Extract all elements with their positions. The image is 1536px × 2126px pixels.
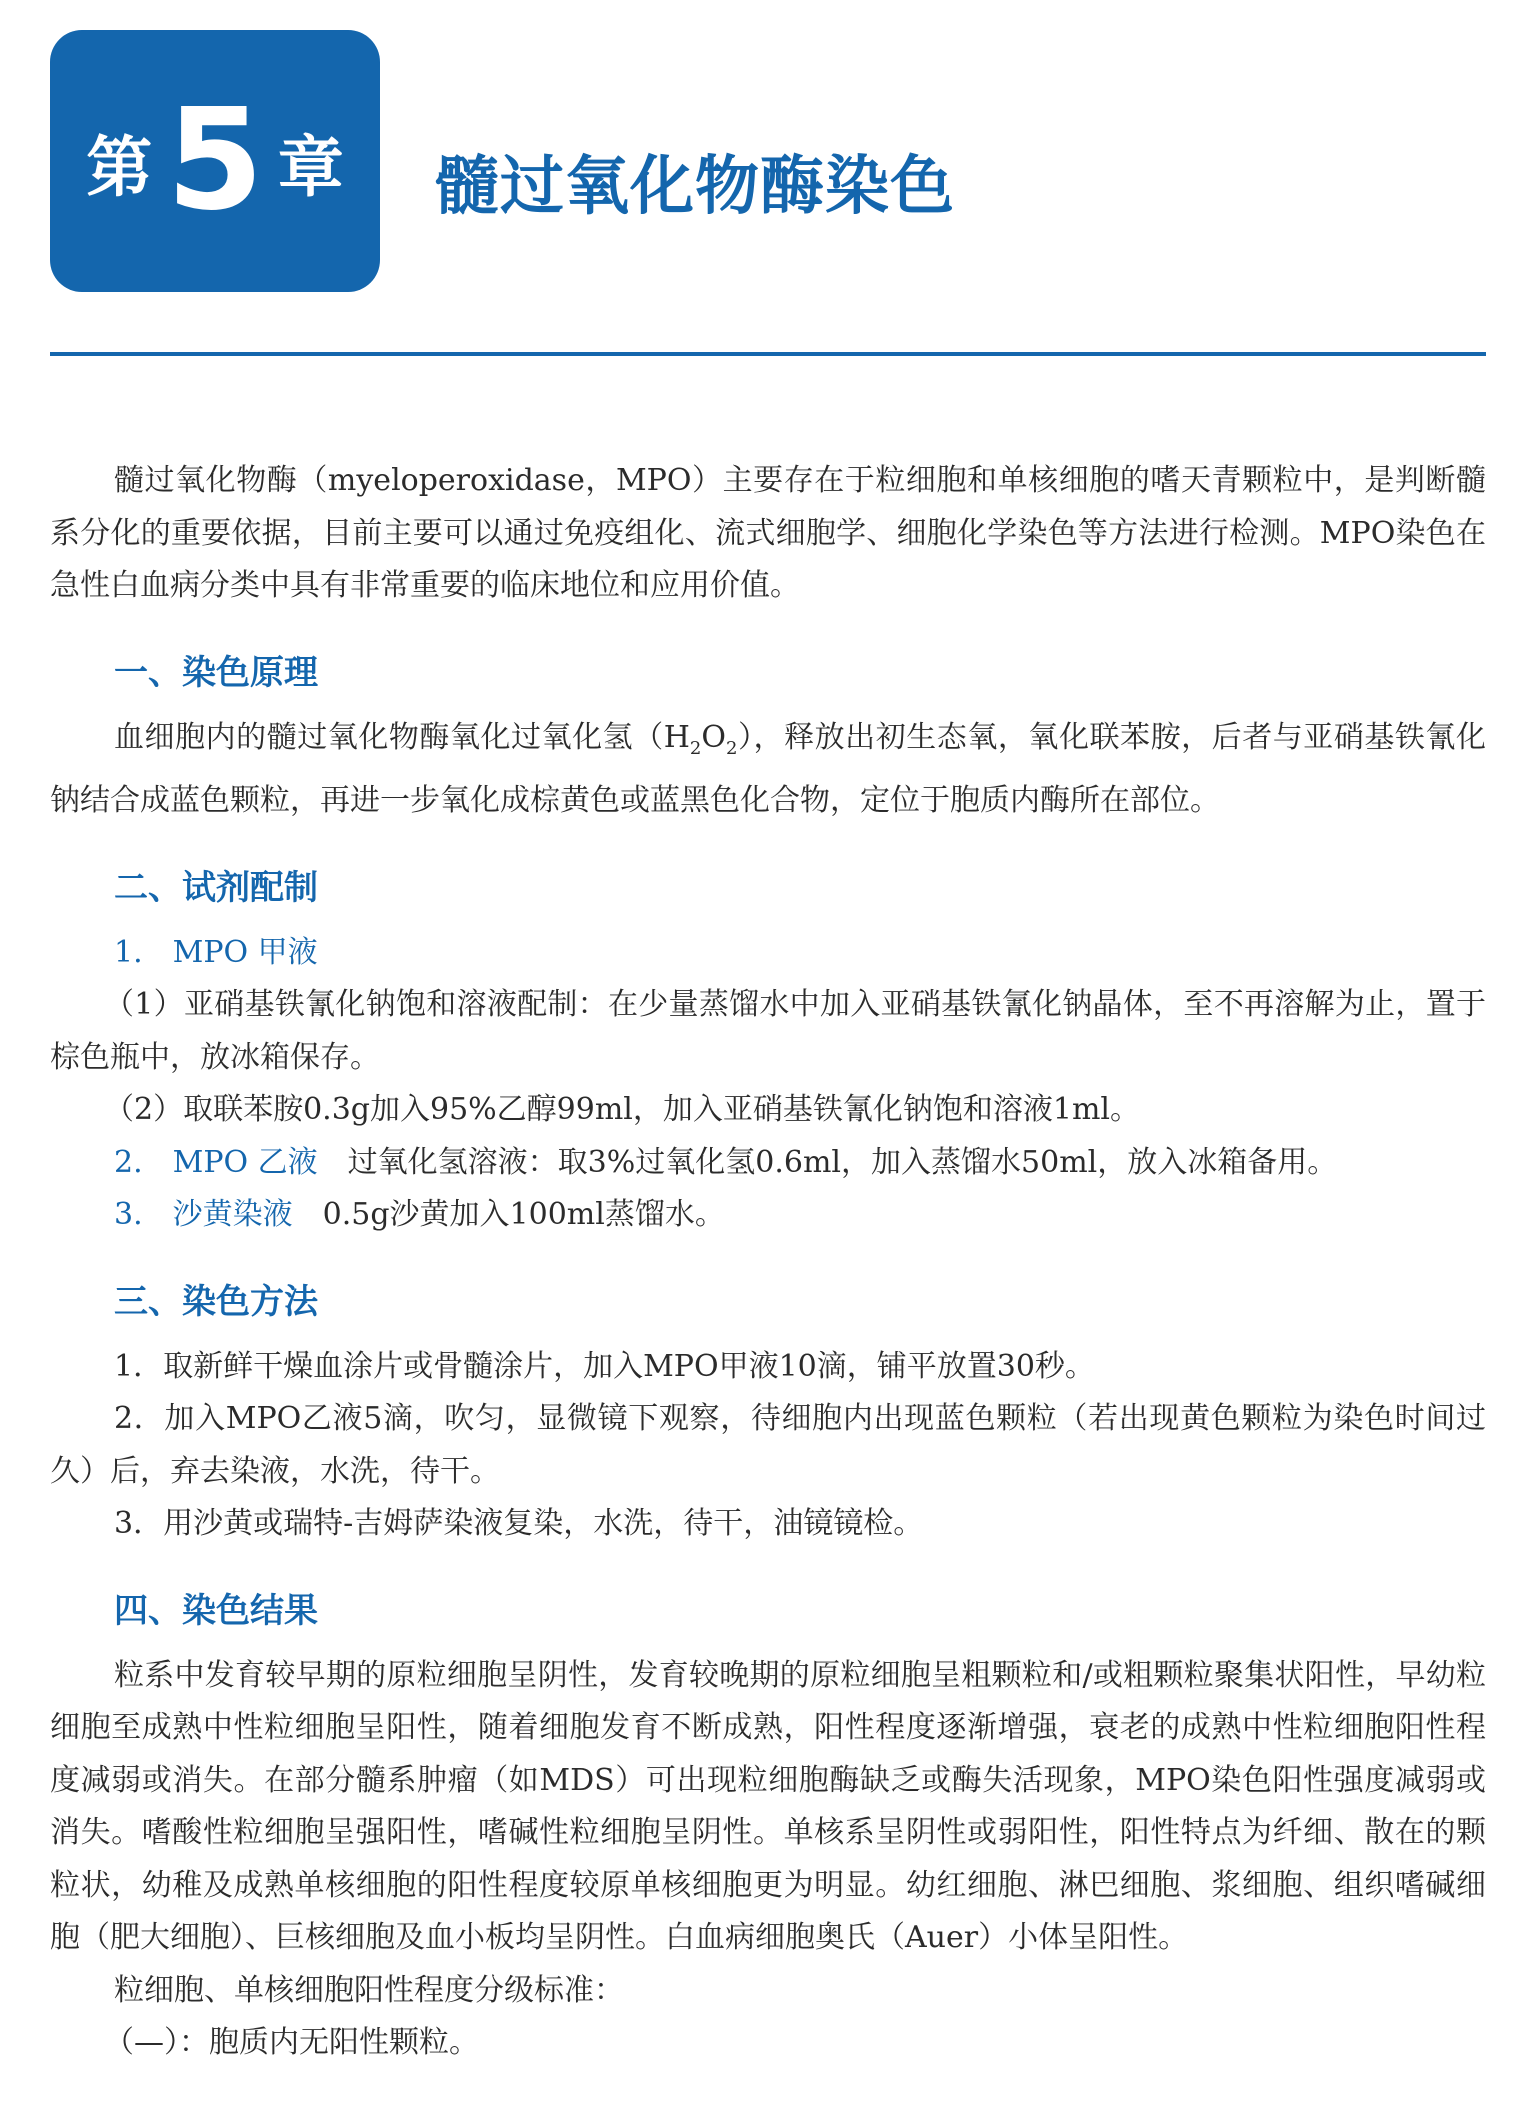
reagent-c-line [114, 1189, 1486, 1242]
intro-paragraph: 髓过氧化物酶（myeloperoxidase，MPO）主要存在于粒细胞和单核细胞的嗜天青颗粒中，是判断髓系分化的重要依据，目前主要可以通过免疫组化、流式细胞学、细胞化学染色等方法进行检测。MPO染色在急性白血病分类中具有非常重要的临床地位和应用价值。 [50, 463, 1486, 603]
grading-negative: （—）：胞质内无阳性颗粒。 [104, 2025, 479, 2060]
reagent-b-heading: 2. MPO 乙液 [114, 1144, 318, 1180]
reagent-a-step2: （2）取联苯胺0.3g加入95%乙醇99ml，加入亚硝基铁氰化钠饱和溶液1ml。 [104, 1092, 1141, 1127]
method-step2: 2．加入MPO乙液5滴，吹匀，显微镜下观察，待细胞内出现蓝色颗粒（若出现黄色颗粒为染色时间过久）后，弃去染液，水洗，待干。 [50, 1401, 1486, 1489]
subscript-2b: 2 [725, 737, 738, 759]
reagent-a-heading: 1. MPO 甲液 [114, 934, 318, 970]
method-step3: 3．用沙黄或瑞特-吉姆萨染液复染，水洗，待干，油镜镜检。 [114, 1506, 924, 1541]
section-heading-method: 三、染色方法 [114, 1281, 318, 1322]
results-paragraph: 粒系中发育较早期的原粒细胞呈阴性，发育较晚期的原粒细胞呈粗颗粒和/或粗颗粒聚集状阳性，早幼粒细胞至成熟中性粒细胞呈阳性，随着细胞发育不断成熟，阳性程度逐渐增强，衰老的成熟中性粒细胞阳性程度减弱或消失。在部分髓系肿瘤（如MDS）可出现粒细胞酶缺乏或酶失活现象，MPO染色阳性强度减弱或消失。嗜酸性粒细胞呈强阳性，嗜碱性粒细胞呈阴性。单核系呈阴性或弱阳性，阳性特点为纤细、散在的颗粒状，幼稚及成熟单核细胞的阳性程度较原单核细胞更为明显。幼红细胞、淋巴细胞、浆细胞、组织嗜碱细胞（肥大细胞）、巨核细胞及血小板均呈阴性。白血病细胞奥氏（Auer）小体呈阳性。 [50, 1657, 1486, 1955]
reagent-b-line [114, 1137, 1486, 1190]
reagent-c-text: 0.5g沙黄加入100ml蒸馏水。 [292, 1197, 725, 1232]
chapter-badge [50, 30, 380, 292]
principle-paragraph [50, 712, 1486, 828]
chapter-number: 5 [166, 79, 264, 242]
reagent-b-text: 过氧化氢溶液：取3%过氧化氢0.6ml，加入蒸馏水50ml，放入冰箱备用。 [317, 1144, 1338, 1180]
section-heading-principle: 一、染色原理 [114, 652, 318, 693]
section-heading-results: 四、染色结果 [114, 1590, 318, 1631]
page-body [50, 455, 1486, 2070]
grading-intro: 粒细胞、单核细胞阳性程度分级标准： [114, 1972, 624, 2008]
title-divider [50, 352, 1486, 356]
principle-text-1: 血细胞内的髓过氧化物酶氧化过氧化氢（H [114, 719, 690, 755]
chapter-suffix: 章 [277, 128, 344, 206]
reagent-a-step1: （1）亚硝基铁氰化钠饱和溶液配制：在少量蒸馏水中加入亚硝基铁氰化钠晶体，至不再溶解为止，置于棕色瓶中，放冰箱保存。 [50, 987, 1486, 1075]
section-heading-reagents: 二、试剂配制 [114, 867, 318, 908]
principle-text-o: O [701, 719, 726, 755]
reagent-c-heading: 3. 沙黄染液 [114, 1197, 293, 1232]
chapter-prefix: 第 [86, 128, 153, 206]
subscript-2a: 2 [689, 737, 702, 759]
chapter-title: 髓过氧化物酶染色 [435, 150, 955, 224]
principle-text-2: ），释放出初生态氧，氧化联苯胺，后者与亚硝基铁氰化钠结合成蓝色颗粒，再进一步氧化成棕黄色或蓝黑色化合物，定位于胞质内酶所在部位。 [50, 719, 1486, 818]
method-step1: 1．取新鲜干燥血涂片或骨髓涂片，加入MPO甲液10滴，铺平放置30秒。 [114, 1348, 1095, 1384]
